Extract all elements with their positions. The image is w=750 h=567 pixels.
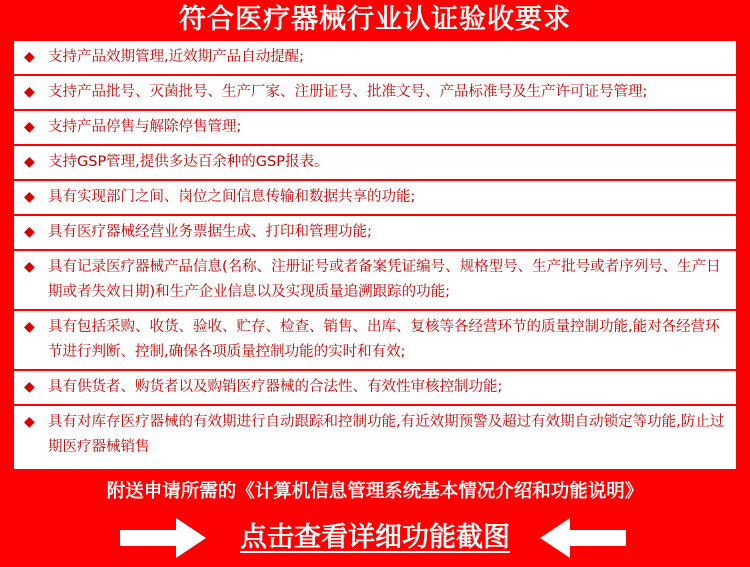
diamond-bullet-icon: ◆ — [24, 259, 35, 275]
diamond-bullet-icon: ◆ — [24, 154, 35, 170]
list-item — [14, 216, 736, 251]
diamond-bullet-icon: ◆ — [24, 189, 35, 205]
list-item-text: 支持产品停售与解除停售管理; — [48, 119, 242, 135]
list-item-text: 具有实现部门之间、岗位之间信息传输和数据共享的功能; — [48, 189, 416, 205]
list-item — [14, 111, 736, 146]
list-item — [14, 41, 736, 76]
view-screenshots-link[interactable]: 点击查看详细功能截图 — [240, 522, 510, 553]
diamond-bullet-icon: ◆ — [24, 224, 35, 240]
list-item-text: 具有记录医疗器械产品信息(名称、注册证号或者备案凭证编号、规格型号、生产批号或者序列号、生产日期或者失效日期)和生产企业信息以及实现质量追溯跟踪的功能; — [48, 259, 721, 300]
cta-row — [0, 512, 750, 564]
list-item — [14, 251, 736, 311]
diamond-bullet-icon: ◆ — [24, 84, 35, 100]
list-item-text: 支持GSP管理,提供多达百余种的GSP报表。 — [48, 154, 329, 170]
diamond-bullet-icon: ◆ — [24, 379, 35, 395]
list-item — [14, 311, 736, 371]
list-item-text: 具有包括采购、收货、验收、贮存、检查、销售、出库、复核等各经营环节的质量控制功能,能对各经营环节进行判断、控制,确保各项质量控制功能的实时和有效; — [48, 319, 720, 360]
page-title: 符合医疗器械行业认证验收要求 — [179, 4, 571, 35]
arrow-left-icon — [540, 518, 626, 558]
list-item-text: 具有供货者、购货者以及购销医疗器械的合法性、有效性审核控制功能; — [48, 379, 503, 395]
list-item-text: 支持产品批号、灭菌批号、生产厂家、注册证号、批准文号、产品标准号及生产许可证号管理; — [48, 84, 648, 100]
diamond-bullet-icon: ◆ — [24, 414, 35, 430]
attachment-note: 附送申请所需的《计算机信息管理系统基本情况介绍和功能说明》 — [106, 481, 644, 502]
list-item — [14, 406, 736, 464]
list-item — [14, 146, 736, 181]
diamond-bullet-icon: ◆ — [24, 319, 35, 335]
list-item-text: 具有对库存医疗器械的有效期进行自动跟踪和控制功能,有近效期预警及超过有效期自动锁定等功能,防止过期医疗器械销售 — [48, 414, 725, 455]
list-item-text: 支持产品效期管理,近效期产品自动提醒; — [48, 49, 304, 65]
list-item — [14, 76, 736, 111]
requirements-list — [14, 41, 736, 469]
arrow-right-icon — [120, 518, 206, 558]
list-item — [14, 371, 736, 406]
list-item-text: 具有医疗器械经营业务票据生成、打印和管理功能; — [48, 224, 372, 240]
diamond-bullet-icon: ◆ — [24, 119, 35, 135]
diamond-bullet-icon: ◆ — [24, 49, 35, 65]
list-item — [14, 181, 736, 216]
